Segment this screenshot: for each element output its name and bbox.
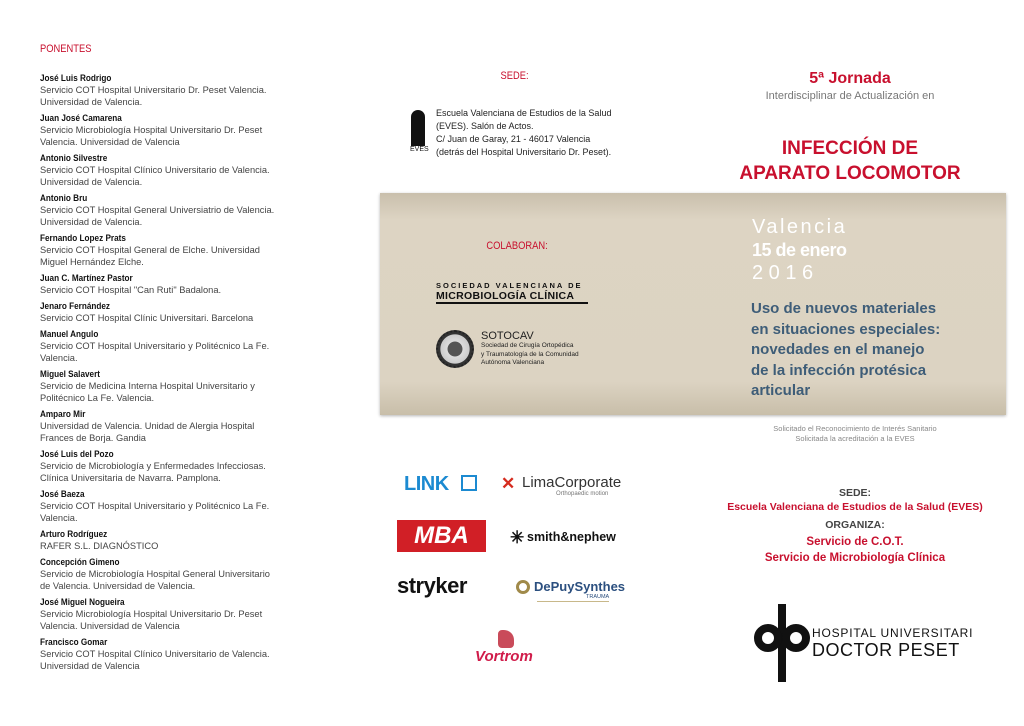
speaker-affiliation: Valencia. Universidad de Valencia bbox=[40, 137, 180, 147]
speaker-name: Juan José Camarena bbox=[40, 113, 122, 123]
speaker-name: Jenaro Fernández bbox=[40, 301, 111, 311]
hospital-name bbox=[812, 626, 973, 661]
svmc-line: MICROBIOLOGÍA CLÍNICA bbox=[436, 290, 588, 304]
speaker-entry bbox=[40, 192, 300, 228]
vortrom-symbol-icon bbox=[498, 630, 514, 648]
smith-star-icon: ✳ bbox=[510, 528, 525, 547]
speaker-affiliation: Miguel Hernández Elche. bbox=[40, 257, 144, 267]
speaker-entry bbox=[40, 300, 300, 324]
sotocav-logo bbox=[481, 330, 579, 368]
lima-x-icon: ✕ bbox=[501, 474, 516, 493]
speaker-affiliation: Servicio COT Hospital Clínic Universitari. Barcelona bbox=[40, 313, 254, 323]
speaker-affiliation: Servicio Microbiología Hospital Universitario Dr. Peset bbox=[40, 125, 263, 135]
speaker-list bbox=[40, 72, 300, 676]
speaker-affiliation: Servicio COT Hospital General de Elche. Universidad bbox=[40, 245, 260, 255]
speaker-entry bbox=[40, 112, 300, 148]
colaboran-heading: COLABORAN: bbox=[486, 240, 548, 252]
topic-line: en situaciones especiales: bbox=[751, 320, 941, 338]
speaker-entry bbox=[40, 488, 300, 524]
speaker-affiliation: Servicio de Medicina Interna Hospital Universitario y bbox=[40, 381, 255, 391]
speaker-entry bbox=[40, 272, 300, 296]
eves-logo bbox=[410, 110, 428, 156]
speaker-entry bbox=[40, 596, 300, 632]
depuy-logo: DePuySynthes bbox=[534, 579, 626, 594]
sede-address bbox=[436, 107, 611, 159]
depuy-trauma: TRAUMA bbox=[586, 594, 610, 600]
hospital-logo-icon bbox=[752, 604, 812, 682]
speaker-name: Miguel Salavert bbox=[40, 369, 101, 379]
event-title-line: APARATO LOCOMOTOR bbox=[739, 163, 961, 184]
sede-line: Escuela Valenciana de Estudios de la Salud bbox=[436, 108, 612, 118]
event-date: 15 de enero bbox=[752, 240, 847, 260]
speaker-affiliation: Valencia. bbox=[40, 353, 78, 363]
smith-nephew-logo: smith&nephew bbox=[527, 530, 616, 544]
sede-line: C/ Juan de Garay, 21 - 46017 Valencia bbox=[436, 134, 591, 144]
organizer: Servicio de Microbiología Clínica bbox=[764, 552, 946, 564]
speaker-entry bbox=[40, 408, 300, 444]
link-symbol-icon bbox=[461, 475, 477, 491]
speaker-affiliation: Valencia. bbox=[40, 513, 78, 523]
speaker-name: Arturo Rodríguez bbox=[40, 529, 108, 539]
edition-subtitle: Interdisciplinar de Actualización en bbox=[765, 90, 935, 102]
sede-value: Escuela Valenciana de Estudios de la Salud (EVES) bbox=[727, 501, 983, 513]
speaker-entry bbox=[40, 72, 300, 108]
speaker-affiliation: Frances de Borja. Gandia bbox=[40, 433, 146, 443]
event-title bbox=[730, 136, 970, 186]
speaker-name: Francisco Gomar bbox=[40, 637, 108, 647]
speaker-affiliation: Universidad de Valencia bbox=[40, 661, 140, 671]
speaker-affiliation: Servicio COT Hospital Clínico Universitario de Valencia. bbox=[40, 649, 270, 659]
svmc-logo bbox=[436, 281, 588, 304]
svmc-line: SOCIEDAD VALENCIANA DE bbox=[436, 281, 583, 290]
speaker-affiliation: Servicio COT Hospital Universitario y Politécnico La Fe. bbox=[40, 501, 270, 511]
hospital-line: HOSPITAL UNIVERSITARI bbox=[812, 626, 974, 640]
sotocav-seal-icon bbox=[436, 330, 474, 368]
speaker-name: Antonio Bru bbox=[40, 193, 88, 203]
speaker-name: José Baeza bbox=[40, 489, 85, 499]
speaker-name: Antonio Silvestre bbox=[40, 153, 108, 163]
speaker-affiliation: Servicio COT Hospital General Universiatrio de Valencia. bbox=[40, 205, 275, 215]
eves-logo-text: EVES bbox=[410, 146, 429, 153]
sede-label: SEDE: bbox=[838, 487, 872, 499]
mba-logo: MBA bbox=[397, 520, 486, 552]
speaker-affiliation: Servicio de Microbiología Hospital General Universitario bbox=[40, 569, 270, 579]
edition-title: 5ª Jornada bbox=[809, 70, 891, 87]
topic-line: Uso de nuevos materiales bbox=[751, 300, 937, 317]
speaker-affiliation: Servicio de Microbiología y Enfermedades Infecciosas. bbox=[40, 461, 266, 471]
hospital-line: DOCTOR PESET bbox=[812, 640, 960, 660]
speaker-name: Fernando Lopez Prats bbox=[40, 233, 126, 243]
topic-line: novedades en el manejo bbox=[751, 341, 925, 358]
speaker-name: Manuel Angulo bbox=[40, 329, 99, 339]
depuy-symbol-icon bbox=[516, 580, 530, 594]
speaker-affiliation: de Valencia. Universidad de Valencia. bbox=[40, 581, 196, 591]
speaker-name: José Luis Rodrigo bbox=[40, 73, 112, 83]
speaker-name: José Luis del Pozo bbox=[40, 449, 114, 459]
speaker-affiliation: Universidad de Valencia. Unidad de Alergia Hospital bbox=[40, 421, 255, 431]
lima-logo: LimaCorporate bbox=[522, 474, 622, 491]
organiza-label: ORGANIZA: bbox=[825, 519, 885, 531]
speaker-affiliation: RAFER S.L. DIAGNÓSTICO bbox=[40, 541, 159, 551]
speaker-affiliation: Universidad de Valencia. bbox=[40, 97, 143, 107]
speaker-name: José Miguel Nogueira bbox=[40, 597, 125, 607]
speaker-name: Juan C. Martínez Pastor bbox=[40, 273, 133, 283]
link-logo: LINK bbox=[404, 473, 449, 495]
sotocav-line: Sociedad de Cirugía Ortopédica bbox=[481, 342, 574, 349]
speaker-affiliation: Servicio COT Hospital "Can Ruti" Badalona. bbox=[40, 285, 222, 295]
sede-line: (detrás del Hospital Universitario Dr. Peset). bbox=[436, 147, 612, 157]
stryker-logo: stryker bbox=[397, 573, 467, 598]
speaker-entry bbox=[40, 368, 300, 404]
speaker-entry bbox=[40, 528, 300, 552]
topic bbox=[751, 299, 940, 402]
speaker-affiliation: Politécnico La Fe. Valencia. bbox=[40, 393, 155, 403]
topic-line: de la infección protésica bbox=[751, 361, 927, 379]
speaker-entry bbox=[40, 152, 300, 188]
speaker-entry bbox=[40, 448, 300, 484]
note-line: Solicitada la acreditación a la EVES bbox=[795, 434, 915, 443]
city: Valencia bbox=[752, 216, 848, 238]
speaker-affiliation: Servicio COT Hospital Universitario y Politécnico La Fe. bbox=[40, 341, 270, 351]
event-year: 2 0 1 6 bbox=[752, 262, 814, 284]
vortrom-logo: Vortrom bbox=[475, 648, 533, 665]
event-title-line: INFECCIÓN DE bbox=[781, 138, 919, 159]
speaker-affiliation: Servicio Microbiología Hospital Universitario Dr. Peset bbox=[40, 609, 263, 619]
topic-line: articular bbox=[751, 382, 811, 399]
speaker-entry bbox=[40, 636, 300, 672]
accreditation-notes bbox=[740, 424, 970, 444]
ponentes-heading: PONENTES bbox=[40, 43, 92, 55]
sede-line: (EVES). Salón de Actos. bbox=[436, 121, 534, 131]
speaker-affiliation: Valencia. Universidad de Valencia bbox=[40, 621, 180, 631]
depuy-divider bbox=[537, 601, 609, 602]
sede-heading: SEDE: bbox=[500, 70, 529, 82]
sede-organiza bbox=[700, 486, 1010, 566]
sotocav-line: Autónoma Valenciana bbox=[481, 359, 545, 366]
note-line: Solicitado el Reconocimiento de Interés Sanitario bbox=[773, 424, 937, 433]
speaker-entry bbox=[40, 232, 300, 268]
sotocav-line: y Traumatología de la Comunidad bbox=[481, 350, 579, 358]
speaker-name: Concepción Gimeno bbox=[40, 557, 120, 567]
speaker-affiliation: Clínica Universitaria de Navarra. Pamplona. bbox=[40, 473, 221, 483]
speaker-name: Amparo Mir bbox=[40, 409, 86, 419]
lima-tagline: Orthopaedic motion bbox=[556, 491, 609, 497]
speaker-entry bbox=[40, 328, 300, 364]
speaker-affiliation: Servicio COT Hospital Clínico Universitario de Valencia. bbox=[40, 165, 270, 175]
speaker-affiliation: Universidad de Valencia. bbox=[40, 217, 143, 227]
speaker-entry bbox=[40, 556, 300, 592]
speaker-affiliation: Servicio COT Hospital Universitario Dr. Peset Valencia. bbox=[40, 85, 267, 95]
organizer: Servicio de C.O.T. bbox=[806, 536, 904, 548]
speaker-affiliation: Universidad de Valencia. bbox=[40, 177, 143, 187]
sotocav-name: SOTOCAV bbox=[481, 330, 534, 342]
